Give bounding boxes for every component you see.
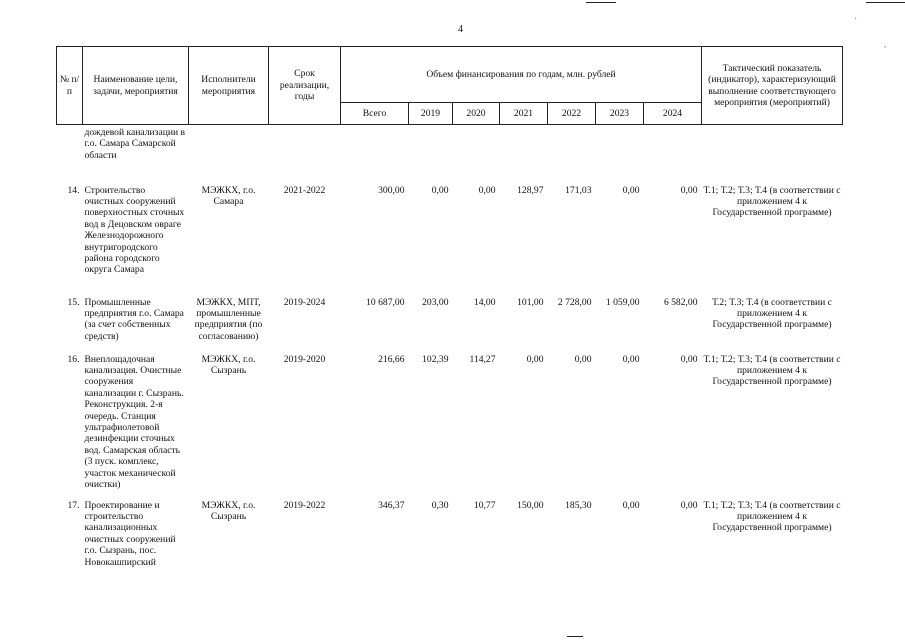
cell-2019: 102,39 [422,353,449,365]
cell-total: 10 687,00 [366,296,405,308]
cell-no: 16. [67,353,80,365]
header-year: 2022 [548,103,596,125]
top-rule [586,2,616,3]
table-row [57,352,843,498]
cell-name: Проектирование и строительство канализационных очистных сооружений г.о. Сызрань, пос. Новокашпирский [84,499,176,568]
header-no: № п/п [57,47,83,125]
cell-indicator: Т.1; Т.2; Т.3; Т.4 (в соответствии с приложением 4 к Государственной программе) [703,184,841,219]
cell-term: 2019-2020 [283,353,326,365]
header-year: 2020 [453,103,500,125]
cell-name: дождевой канализации в г.о. Самара Самарской области [84,127,186,161]
cell-2019: 203,00 [422,296,449,308]
cell-2019: 0,00 [431,184,449,196]
cell-name: Промышленные предприятия г.о. Самара (за счет собственных средств) [84,296,184,342]
cell-2022: 2 728,00 [557,296,592,308]
cell-2023: 1 059,00 [605,296,640,308]
cell-2021: 101,00 [517,296,544,308]
header-year: 2023 [596,103,644,125]
header-indicator: Тактический показатель (индикатор), характеризующий выполнение соответствующего мероприятия (мероприятий) [702,47,843,125]
header-year: 2021 [500,103,548,125]
cell-2020: 14,00 [473,296,496,308]
cell-executors: МЭЖКХ, МПТ, промышленные предприятия (по согласованию) [194,296,263,342]
cell-2024: 0,00 [680,353,698,365]
table-row-continuation [57,125,843,183]
top-rule-right [866,2,905,3]
cell-executors: МЭЖКХ, г.о. Самара [201,184,256,207]
cell-name: Строительство очистных сооружений поверхностных сточных вод в Децовском овраге Железнодорожного внутригородского района городского округа Самара [84,184,185,276]
cell-term: 2019-2024 [283,296,326,308]
cell-indicator: Т.2; Т.3; Т.4 (в соответствии с приложением 4 к Государственной программе) [712,296,832,331]
cell-2022: 185,30 [565,499,592,511]
header-year: 2024 [644,103,702,125]
cell-2021: 150,00 [517,499,544,511]
cell-no: 17. [67,499,80,511]
cell-2024: 0,00 [680,184,698,196]
cell-2019: 0,30 [431,499,449,511]
bottom-rule [567,636,583,637]
cell-2023: 0,00 [622,184,640,196]
cell-2022: 171,03 [565,184,592,196]
table-row [57,295,843,352]
scan-mark: , [884,40,886,49]
cell-term: 2019-2022 [283,499,326,511]
page-number: 4 [458,24,463,35]
cell-2020: 0,00 [478,184,496,196]
scan-mark: ' [855,16,857,25]
header-term: Срок реализации, годы [269,47,341,125]
cell-2021: 0,00 [526,353,544,365]
cell-2024: 0,00 [680,499,698,511]
cell-executors: МЭЖКХ, г.о. Сызрань [201,353,256,376]
cell-2024: 6 582,00 [663,296,698,308]
funding-table [56,46,843,578]
header-name: Наименование цели, задачи, мероприятия [83,47,189,125]
cell-indicator: Т.1; Т.2; Т.3; Т.4 (в соответствии с приложением 4 к Государственной программе) [703,499,841,534]
cell-no: 14. [67,184,80,196]
header-executors: Исполнители мероприятия [189,47,269,125]
table-row [57,498,843,578]
cell-2022: 0,00 [574,353,592,365]
cell-indicator: Т.1; Т.2; Т.3; Т.4 (в соответствии с приложением 4 к Государственной программе) [703,353,841,388]
cell-term: 2021-2022 [283,184,326,196]
cell-2023: 0,00 [622,353,640,365]
cell-executors: МЭЖКХ, г.о. Сызрань [201,499,256,522]
table-row [57,183,843,295]
cell-2023: 0,00 [622,499,640,511]
cell-2020: 10,77 [473,499,496,511]
header-funding: Объем финансирования по годам, млн. рублей [341,47,702,103]
cell-2020: 114,27 [469,353,496,365]
header-total: Всего [341,103,409,125]
cell-name: Внеплощадочная канализация. Очистные сооружения канализации г. Сызрань. Реконструкция. 2-я очередь. Станция ультрафиолетовой дезинфекции сточных вод. Самарская область (3 пуск. комплекс, участок механической очистки) [84,353,184,490]
table-header [57,47,843,125]
cell-total: 300,00 [378,184,405,196]
cell-2021: 128,97 [517,184,544,196]
cell-total: 346,37 [378,499,405,511]
cell-total: 216,66 [378,353,405,365]
cell-no: 15. [67,296,80,308]
header-year: 2019 [409,103,453,125]
